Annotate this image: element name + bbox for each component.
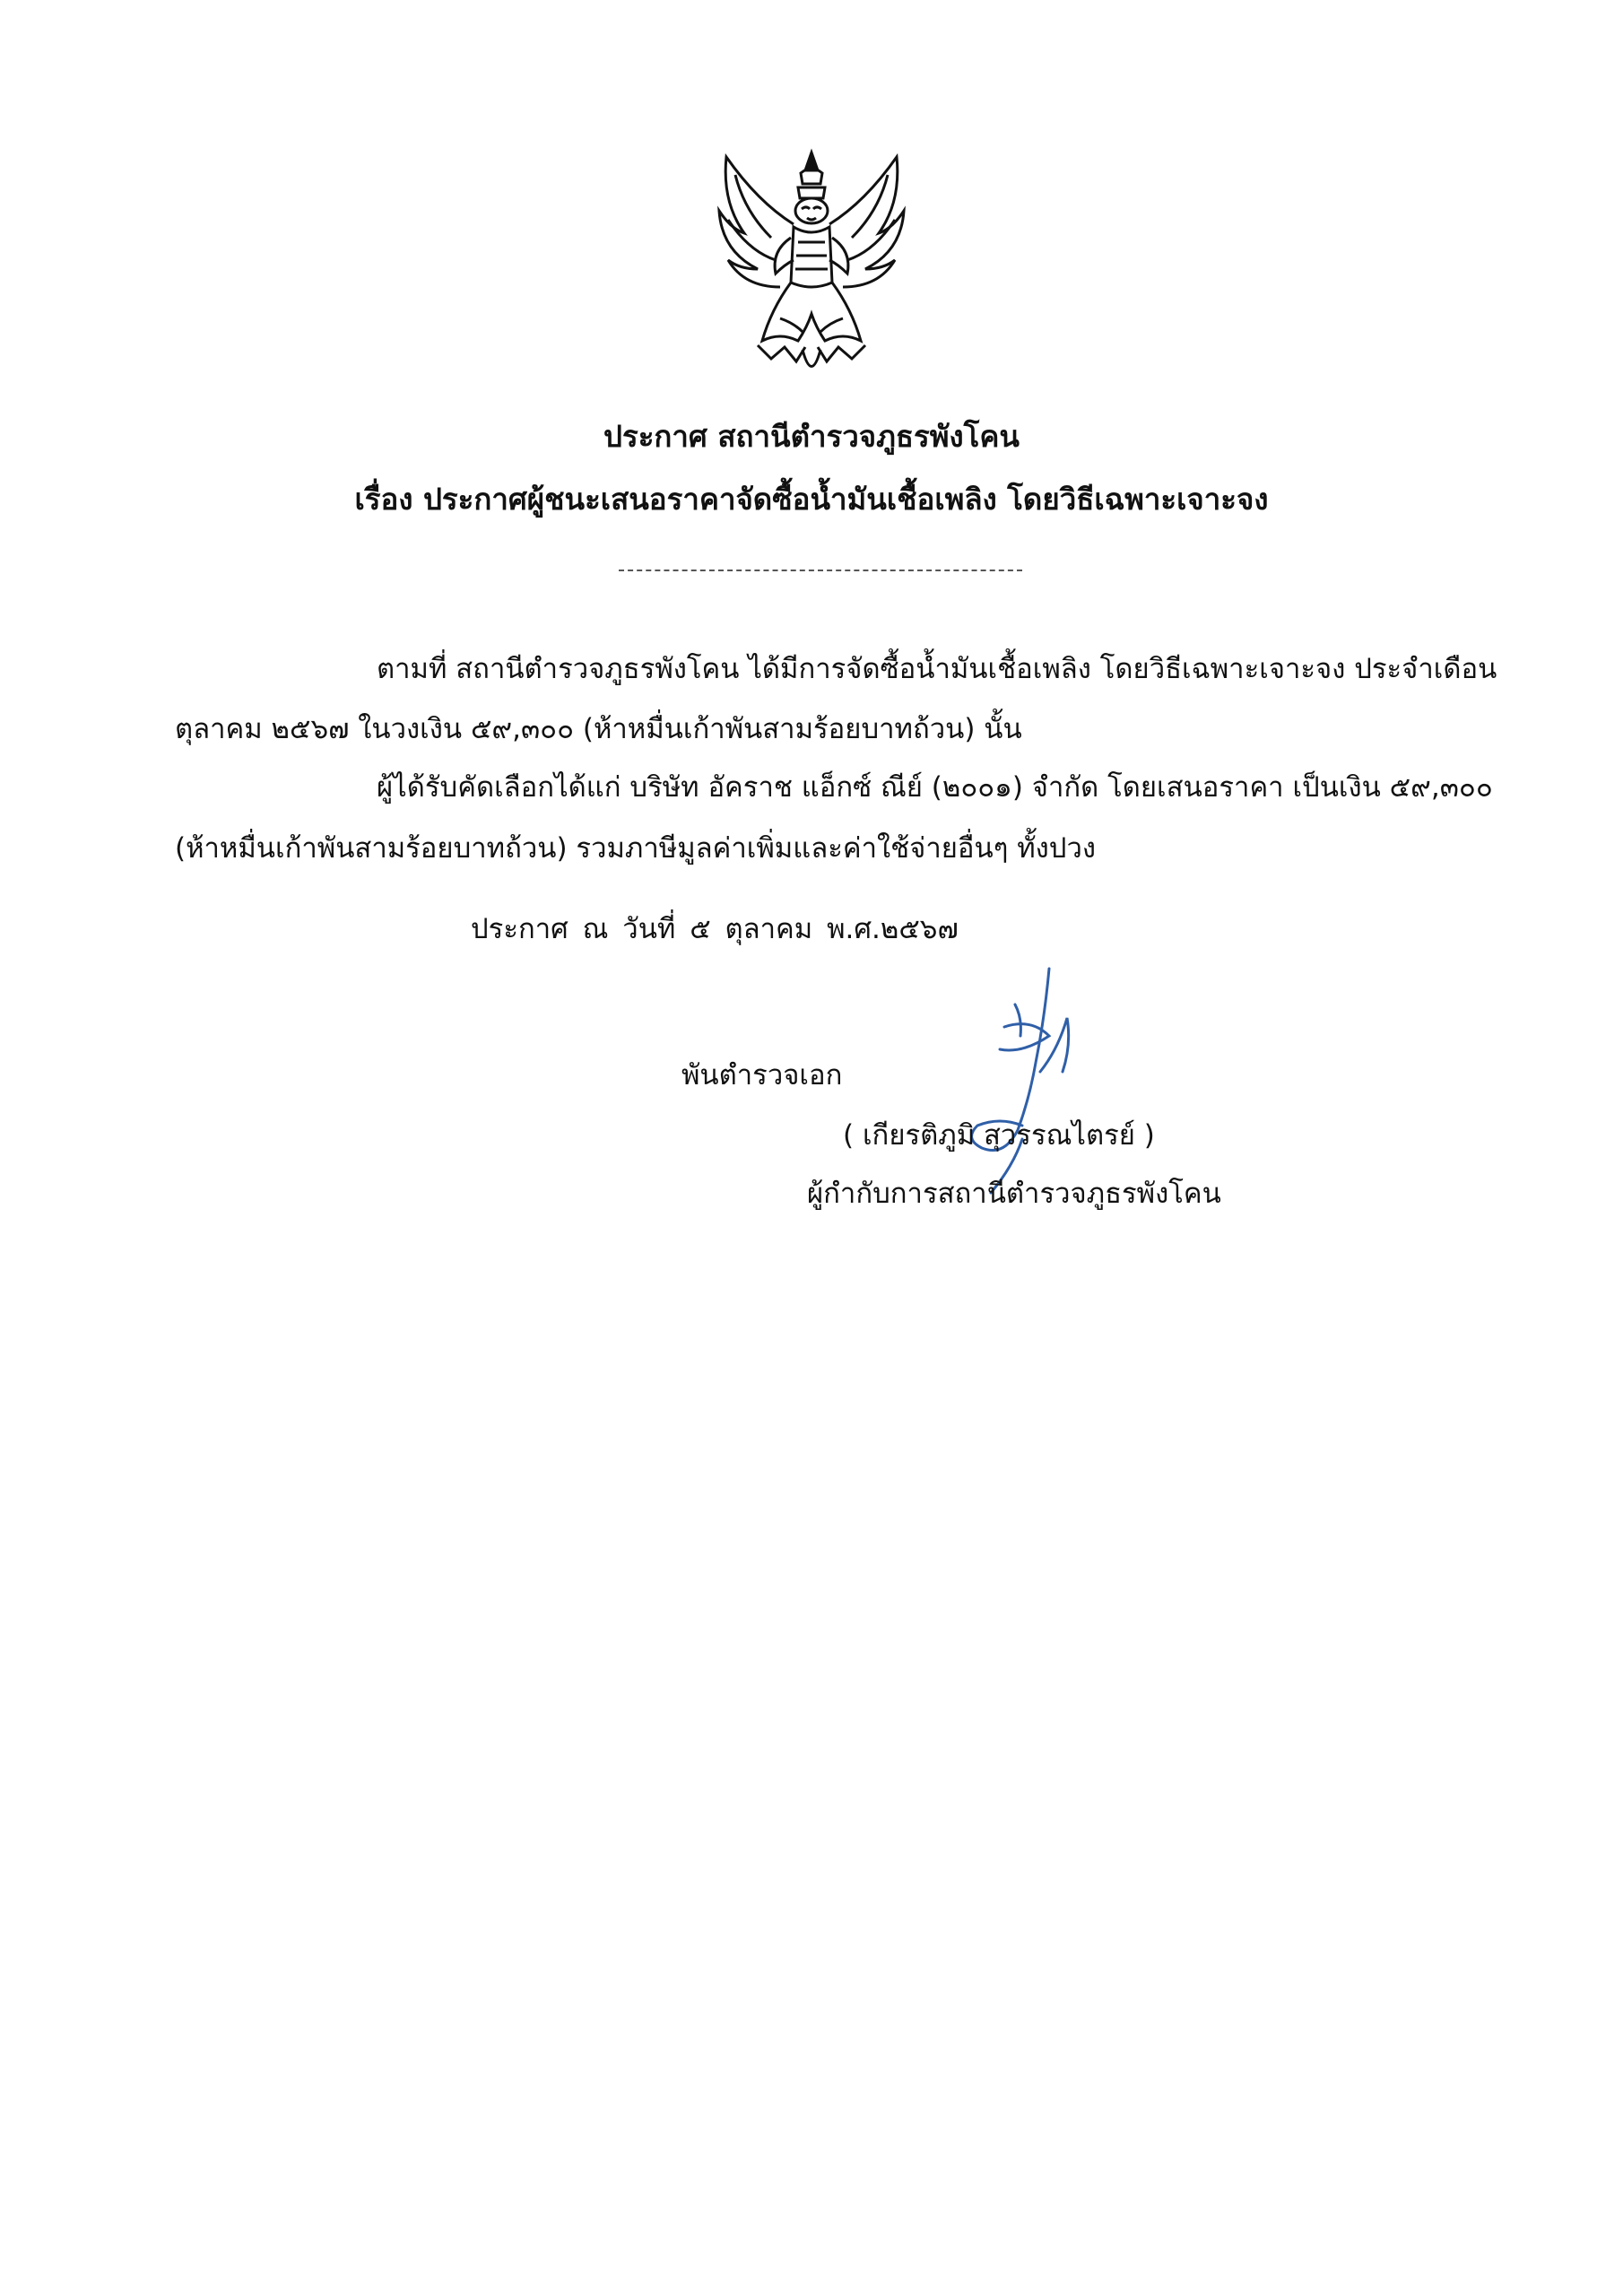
dashed-divider: [619, 570, 1022, 571]
paragraph-2-line-2: (ห้าหมื่นเก้าพันสามร้อยบาทถ้วน) รวมภาษีมูลค่าเพิ่มและค่าใช้จ่ายอื่นๆ ทั้งปวง: [175, 832, 1097, 865]
signatory-rank: พันตำรวจเอก: [681, 1059, 843, 1091]
document-title: ประกาศ สถานีตำรวจภูธรพังโคน: [603, 419, 1020, 454]
paragraph-1-line-2: ตุลาคม ๒๕๖๗ ในวงเงิน ๕๙,๓๐๐ (ห้าหมื่นเก้าพันสามร้อยบาทถ้วน) นั้น: [175, 713, 1022, 745]
handwritten-signature: [915, 964, 1094, 1197]
document-subject: เรื่อง ประกาศผู้ชนะเสนอราคาจัดซื้อน้ำมันเชื้อเพลิง โดยวิธีเฉพาะเจาะจง: [354, 482, 1269, 517]
signatory-name: ( เกียรติภูมิ สุวรรณไตรย์ ): [843, 1119, 1155, 1152]
garuda-emblem-icon: [708, 148, 915, 386]
announcement-date: ประกาศ ณ วันที่ ๕ ตุลาคม พ.ศ.๒๕๖๗: [471, 913, 959, 945]
paragraph-1-line-1: ตามที่ สถานีตำรวจภูธรพังโคน ได้มีการจัดซื้อน้ำมันเชื้อเพลิง โดยวิธีเฉพาะเจาะจง ประจำเดือน: [377, 653, 1497, 685]
signatory-position: ผู้กำกับการสถานีตำรวจภูธรพังโคน: [807, 1178, 1221, 1210]
paragraph-2-line-1: ผู้ได้รับคัดเลือกได้แก่ บริษัท อัคราช แอ็กซ์ ณีย์ (๒๐๐๑) จำกัด โดยเสนอราคา เป็นเงิน ๕๙,๓๐๐: [377, 771, 1493, 804]
